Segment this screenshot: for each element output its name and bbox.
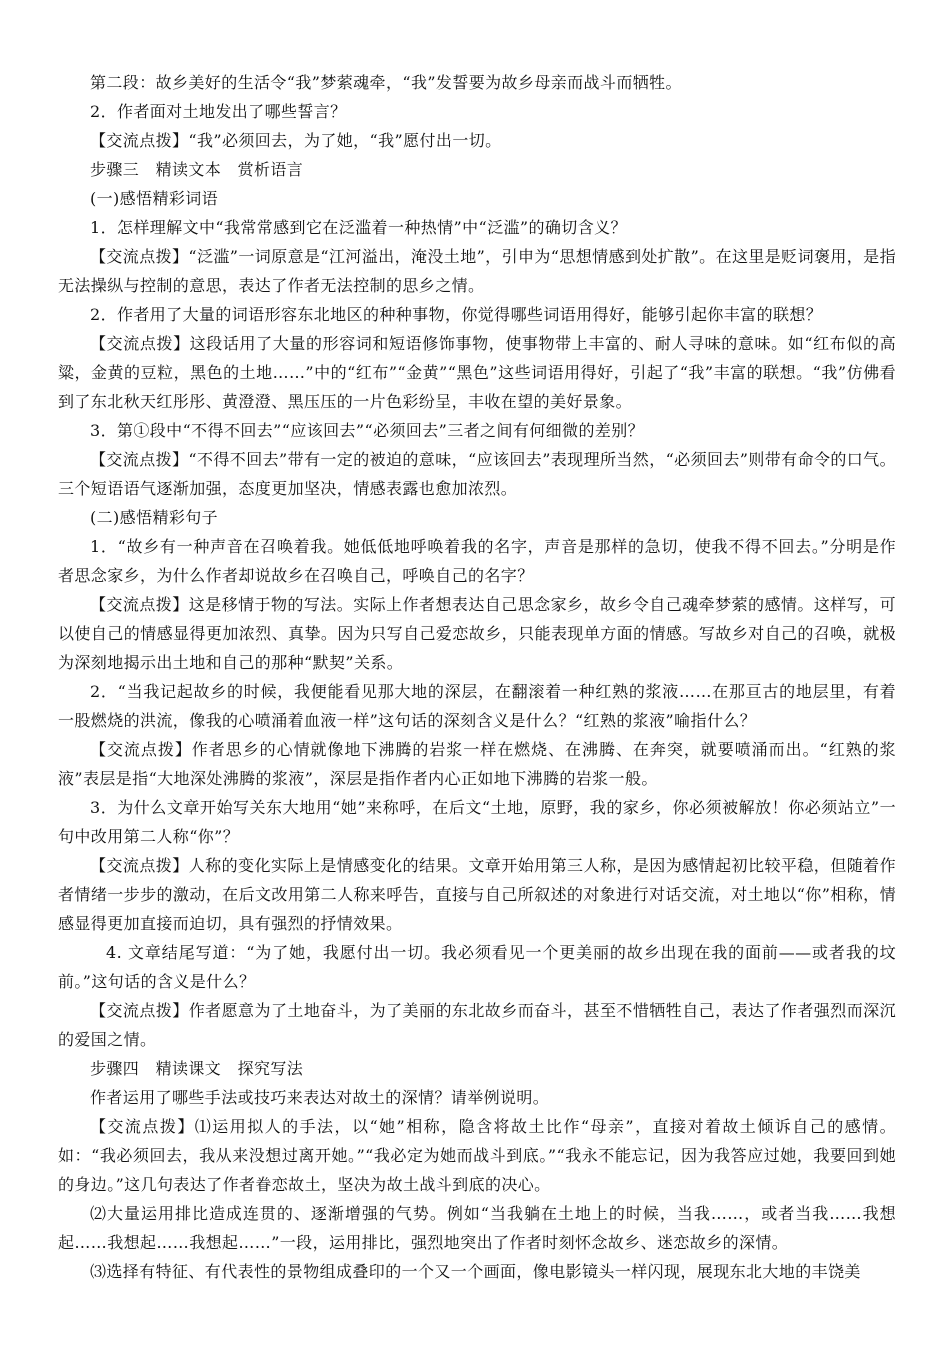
paragraph: 【交流点拨】这是移情于物的写法。实际上作者想表达自己思念家乡，故乡令自己魂牵梦萦的感情。这样写，可以使自己的情感显得更加浓烈、真挚。因为只写自己爱恋故乡，只能表现单方面的情感。写故乡对自己的召唤，就极为深刻地揭示出土地和自己的那种“默契”关系。 [58, 595, 896, 672]
paragraph: ⑶选择有特征、有代表性的景物组成叠印的一个又一个画面，像电影镜头一样闪现，展现东北大地的丰饶美 [90, 1262, 861, 1281]
document-page [58, 68, 896, 1286]
paragraph: 4. 文章结尾写道：“为了她，我愿付出一切。我必须看见一个更美丽的故乡出现在我的面前——或者我的坟前。”这句话的含义是什么？ [58, 943, 896, 991]
paragraph: 【交流点拨】作者思乡的心情就像地下沸腾的岩浆一样在燃烧、在沸腾、在奔突，就要喷涌而出。“红熟的浆液”表层是指“大地深处沸腾的浆液”，深层是指作者内心正如地下沸腾的岩浆一般。 [58, 740, 896, 788]
paragraph: (一)感悟精彩词语 [90, 189, 219, 208]
paragraph: 3．第①段中“不得不回去”“应该回去”“必须回去”三者之间有何细微的差别？ [90, 421, 645, 440]
paragraph: 【交流点拨】“我”必须回去，为了她，“我”愿付出一切。 [90, 131, 502, 150]
paragraph: 【交流点拨】作者愿意为了土地奋斗，为了美丽的东北故乡而奋斗，甚至不惜牺牲自己，表达了作者强烈而深沉的爱国之情。 [58, 1001, 896, 1049]
paragraph: (二)感悟精彩句子 [90, 508, 219, 527]
paragraph: 2．作者面对土地发出了哪些誓言？ [90, 102, 347, 121]
paragraph: 【交流点拨】“不得不回去”带有一定的被迫的意味，“应该回去”表现理所当然，“必须回去”则带有命令的口气。三个短语语气逐渐加强，态度更加坚决，情感表露也愈加浓烈。 [58, 450, 896, 498]
paragraph: ⑵大量运用排比造成连贯的、逐渐增强的气势。例如“当我躺在土地上的时候，当我……，或者当我……我想起……我想起……我想起……”一段，运用排比，强烈地突出了作者时刻怀念故乡、迷恋故乡的深情。 [58, 1204, 896, 1252]
paragraph: 1．怎样理解文中“我常常感到它在泛滥着一种热情”中“泛滥”的确切含义？ [90, 218, 627, 237]
paragraph: 2．作者用了大量的词语形容东北地区的种种事物，你觉得哪些词语用得好，能够引起你丰富的联想？ [90, 305, 823, 324]
paragraph: 步骤三 精读文本 赏析语言 [90, 160, 304, 179]
paragraph: 3．为什么文章开始写关东大地用“她”来称呼，在后文“土地，原野，我的家乡，你必须被解放！你必须站立”一句中改用第二人称“你”？ [58, 798, 896, 846]
paragraph: 【交流点拨】⑴运用拟人的手法，以“她”相称，隐含将故土比作“母亲”，直接对着故土倾诉自己的感情。如：“我必须回去，我从来没想过离开她。”“我必定为她而战斗到底。”“我永不能忘记，因为我答应过她，我要回到她的身边。”这几句表达了作者眷恋故土，坚决为故土战斗到底的决心。 [58, 1117, 896, 1194]
paragraph: 1．“故乡有一种声音在召唤着我。她低低地呼唤着我的名字，声音是那样的急切，使我不得不回去。”分明是作者思念家乡，为什么作者却说故乡在召唤自己，呼唤自己的名字？ [58, 537, 896, 585]
paragraph: 2．“当我记起故乡的时候，我便能看见那大地的深层，在翻滚着一种红熟的浆液……在那亘古的地层里，有着一股燃烧的洪流，像我的心喷涌着血液一样”这句话的深刻含义是什么？“红熟的浆液”喻指什么？ [58, 682, 896, 730]
paragraph: 【交流点拨】这段话用了大量的形容词和短语修饰事物，使事物带上丰富的、耐人寻味的意味。如“红布似的高粱，金黄的豆粒，黑色的土地……”中的“红布”“金黄”“黑色”这些词语用得好，引起了“我”丰富的联想。“我”仿佛看到了东北秋天红彤彤、黄澄澄、黑压压的一片色彩纷呈，丰收在望的美好景象。 [58, 334, 896, 411]
paragraph: 【交流点拨】人称的变化实际上是情感变化的结果。文章开始用第三人称，是因为感情起初比较平稳，但随着作者情绪一步步的激动，在后文改用第二人称来呼告，直接与自己所叙述的对象进行对话交流，对土地以“你”相称，情感显得更加直接而迫切，具有强烈的抒情效果。 [58, 856, 896, 933]
paragraph: 作者运用了哪些手法或技巧来表达对故土的深情？请举例说明。 [90, 1088, 550, 1107]
paragraph: 【交流点拨】“泛滥”一词原意是“江河溢出，淹没土地”，引申为“思想情感到处扩散”。在这里是贬词褒用，是指无法操纵与控制的意思，表达了作者无法控制的思乡之情。 [58, 247, 896, 295]
paragraph: 步骤四 精读课文 探究写法 [90, 1059, 304, 1078]
paragraph: 第二段：故乡美好的生活令“我”梦萦魂牵，“我”发誓要为故乡母亲而战斗而牺牲。 [90, 73, 682, 92]
